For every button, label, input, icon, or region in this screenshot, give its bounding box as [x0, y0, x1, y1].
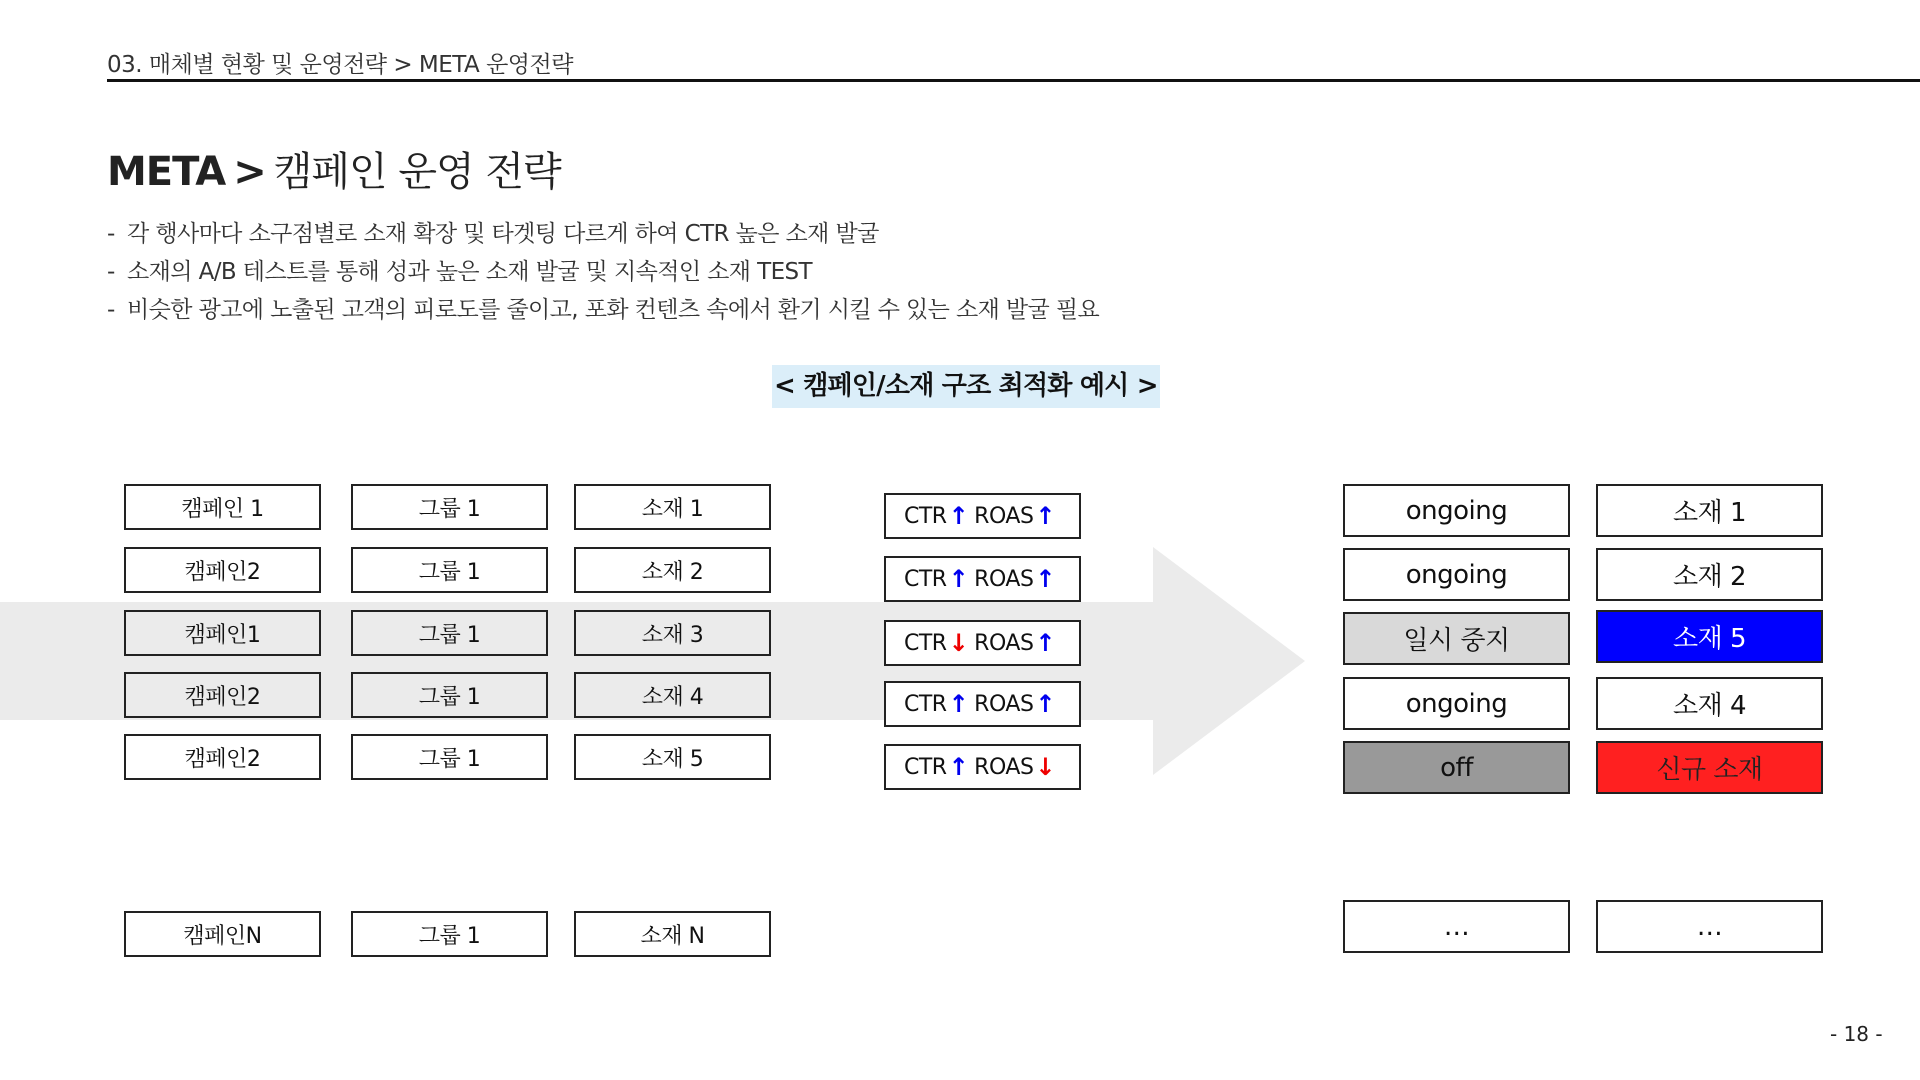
- roas-label: ROAS: [974, 754, 1034, 780]
- breadcrumb: 03. 매체별 현황 및 운영전략 > META 운영전략: [107, 52, 573, 78]
- creative-box: 소재 5: [574, 734, 771, 780]
- bullet-text: 소재의 A/B 테스트를 통해 성과 높은 소재 발굴 및 지속적인 소재 TEST: [127, 259, 812, 285]
- result-creative-box-new: 신규 소재: [1596, 741, 1823, 794]
- ctr-label: CTR: [903, 754, 947, 780]
- result-creative-box: 소재 2: [1596, 548, 1823, 601]
- bullet-item: [107, 215, 1099, 253]
- result-creative-box-highlight: 소재 5: [1596, 610, 1823, 663]
- bullet-text: 각 행사마다 소구점별로 소재 확장 및 타겟팅 다르게 하여 CTR 높은 소재 발굴: [127, 221, 879, 247]
- ctr-arrow-icon: ↑: [948, 753, 969, 781]
- roas-arrow-icon: ↓: [1035, 753, 1056, 781]
- bullet-item: [107, 253, 1099, 291]
- creative-box: 소재 N: [574, 911, 771, 957]
- page-number: - 18 -: [1830, 1022, 1883, 1046]
- group-box: 그룹 1: [351, 911, 548, 957]
- roas-arrow-icon: ↑: [1035, 629, 1056, 657]
- bullet-marker: -: [107, 221, 115, 247]
- campaign-box: 캠페인N: [124, 911, 321, 957]
- ctr-arrow-icon: ↑: [948, 565, 969, 593]
- group-box: 그룹 1: [351, 610, 548, 656]
- creative-box: 소재 2: [574, 547, 771, 593]
- group-box: 그룹 1: [351, 547, 548, 593]
- roas-label: ROAS: [974, 566, 1034, 592]
- ctr-arrow-icon: ↓: [948, 629, 969, 657]
- creative-box: 소재 4: [574, 672, 771, 718]
- roas-label: ROAS: [974, 630, 1034, 656]
- bullet-marker: -: [107, 297, 115, 323]
- ctr-arrow-icon: ↑: [948, 690, 969, 718]
- bullet-marker: -: [107, 259, 115, 285]
- result-creative-box-ellipsis: …: [1596, 900, 1823, 953]
- ctr-arrow-icon: ↑: [948, 502, 969, 530]
- bullet-text: 비슷한 광고에 노출된 고객의 피로도를 줄이고, 포화 컨텐츠 속에서 환기 시킬 수 있는 소재 발굴 필요: [127, 297, 1100, 323]
- flow-arrow-head: [1153, 547, 1305, 775]
- bullet-item: [107, 291, 1099, 329]
- metric-indicator: [884, 681, 1081, 727]
- title-text: 캠페인 운영 전략: [273, 149, 561, 195]
- group-box: 그룹 1: [351, 484, 548, 530]
- roas-label: ROAS: [974, 691, 1034, 717]
- header-divider: [107, 79, 1920, 82]
- metric-indicator: [884, 556, 1081, 602]
- ctr-label: CTR: [903, 630, 947, 656]
- page-title: [107, 140, 561, 197]
- campaign-box: 캠페인2: [124, 547, 321, 593]
- result-creative-box: 소재 1: [1596, 484, 1823, 537]
- campaign-box: 캠페인2: [124, 672, 321, 718]
- diagram-subtitle: < 캠페인/소재 구조 최적화 예시 >: [772, 365, 1160, 408]
- ctr-label: CTR: [903, 503, 947, 529]
- title-separator: >: [233, 149, 266, 195]
- group-box: 그룹 1: [351, 672, 548, 718]
- ctr-label: CTR: [903, 691, 947, 717]
- ctr-label: CTR: [903, 566, 947, 592]
- title-brand: META: [107, 149, 226, 195]
- campaign-box: 캠페인2: [124, 734, 321, 780]
- status-box: ongoing: [1343, 484, 1570, 537]
- metric-indicator: [884, 493, 1081, 539]
- status-box: ongoing: [1343, 548, 1570, 601]
- group-box: 그룹 1: [351, 734, 548, 780]
- metric-indicator: [884, 620, 1081, 666]
- roas-arrow-icon: ↑: [1035, 690, 1056, 718]
- campaign-box: 캠페인 1: [124, 484, 321, 530]
- creative-box: 소재 1: [574, 484, 771, 530]
- result-creative-box: 소재 4: [1596, 677, 1823, 730]
- campaign-box: 캠페인1: [124, 610, 321, 656]
- status-box-off: off: [1343, 741, 1570, 794]
- roas-label: ROAS: [974, 503, 1034, 529]
- creative-box: 소재 3: [574, 610, 771, 656]
- metric-indicator: [884, 744, 1081, 790]
- roas-arrow-icon: ↑: [1035, 502, 1056, 530]
- status-box: ongoing: [1343, 677, 1570, 730]
- strategy-bullet-list: [107, 215, 1099, 329]
- status-box-ellipsis: …: [1343, 900, 1570, 953]
- status-box-paused: 일시 중지: [1343, 612, 1570, 665]
- roas-arrow-icon: ↑: [1035, 565, 1056, 593]
